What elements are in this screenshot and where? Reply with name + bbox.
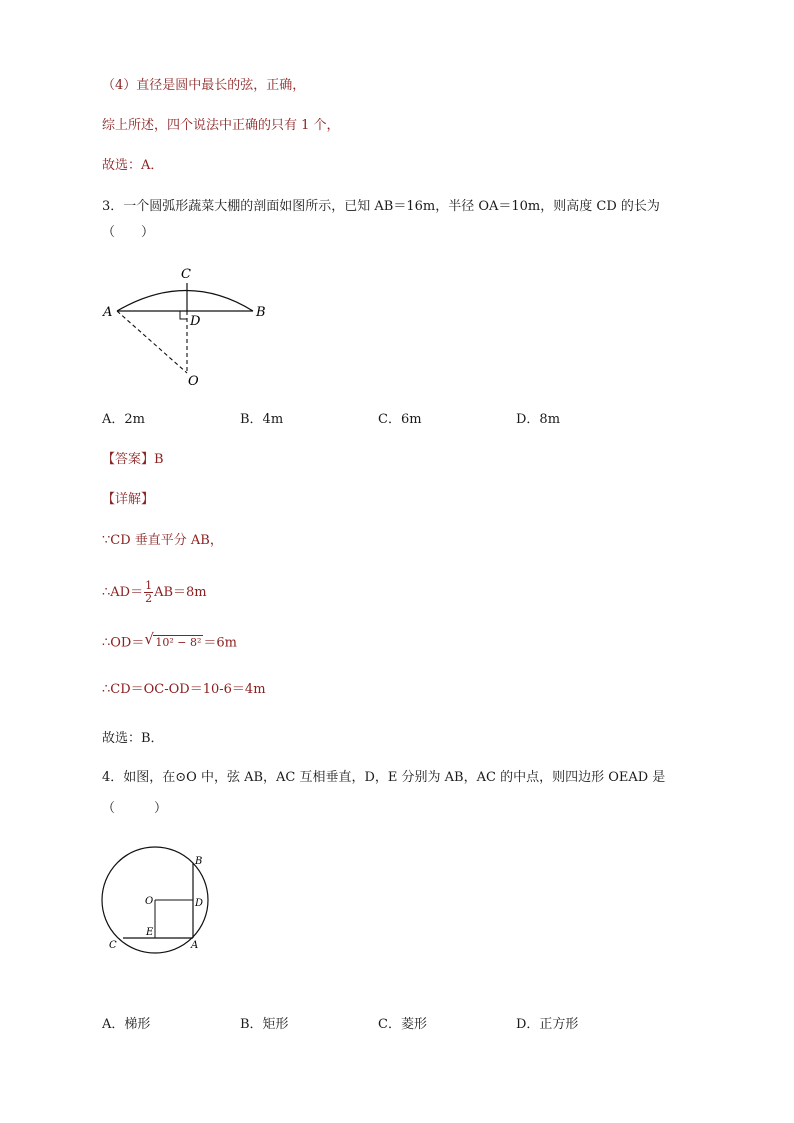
q3-figure — [100, 262, 275, 390]
q3-step1: ∵CD 垂直平分 AB， — [102, 533, 223, 548]
q4-label-d: D — [195, 898, 204, 909]
q3-label-d: D — [190, 314, 201, 329]
q3-stem-line2: （ ） — [102, 225, 155, 240]
q3-label-o: O — [188, 374, 199, 389]
q3-step3-suffix: ＝6m — [203, 635, 237, 651]
q3-step3-prefix: ∴OD＝ — [102, 635, 145, 651]
q3-label-b: B — [256, 305, 266, 320]
q3-step2-prefix: ∴AD＝ — [102, 585, 144, 600]
q3-step2-numerator: 1 — [145, 579, 153, 592]
q4-figure — [95, 845, 225, 965]
q3-answer: 【答案】B — [102, 452, 164, 467]
q4-label-c: C — [109, 940, 117, 951]
q3-right-angle-mark — [180, 311, 187, 319]
q3-option-c: C．6m — [378, 412, 422, 427]
q3-step3-radicand: 10² − 8² — [155, 636, 202, 649]
q3-step2-suffix: AB＝8m — [154, 585, 207, 600]
prev-summary: 综上所述，四个说法中正确的只有 1 个， — [102, 118, 340, 133]
q3-option-a: A．2m — [102, 412, 145, 427]
q4-option-b: B．矩形 — [240, 1017, 289, 1032]
q3-detail-heading: 【详解】 — [102, 492, 155, 507]
q3-choice: 故选：B． — [102, 731, 164, 746]
q4-label-a: A — [191, 940, 199, 951]
q4-option-d: D．正方形 — [516, 1017, 579, 1032]
q4-stem-line1: 4．如图，在⊙O 中，弦 AB，AC 互相垂直，D，E 分别为 AB，AC 的中点，则四边形 OEAD 是 — [102, 770, 666, 785]
q3-arc — [117, 291, 253, 312]
q3-option-b: B．4m — [240, 412, 284, 427]
q4-stem-line2: （ ） — [102, 801, 168, 816]
q3-step2-denominator: 2 — [145, 592, 153, 605]
q3-label-c: C — [181, 267, 191, 282]
q3-step3-sqrt — [144, 630, 203, 653]
q3-option-d: D．8m — [516, 412, 561, 427]
q3-dashed-ao — [117, 311, 187, 373]
q3-stem-line1: 3．一个圆弧形蔬菜大棚的剖面如图所示，已知 AB＝16m，半径 OA＝10m，则高度 CD 的长为 — [102, 199, 660, 214]
q4-option-a: A．梯形 — [102, 1017, 151, 1032]
radical-sign-icon: √ — [144, 630, 154, 648]
q3-label-a: A — [103, 305, 113, 320]
q4-option-c: C．菱形 — [378, 1017, 427, 1032]
q4-label-o: O — [145, 896, 154, 907]
prev-item4: （4）直径是圆中最长的弦，正确， — [102, 78, 306, 93]
q4-label-b: B — [195, 856, 203, 867]
prev-choice: 故选：A． — [102, 158, 164, 173]
q3-step2-fraction — [144, 580, 153, 605]
q3-step4: ∴CD＝OC-OD＝10-6＝4m — [102, 682, 266, 697]
q3-step2 — [102, 580, 207, 605]
q4-label-e: E — [146, 927, 154, 938]
q3-step3 — [102, 630, 237, 654]
